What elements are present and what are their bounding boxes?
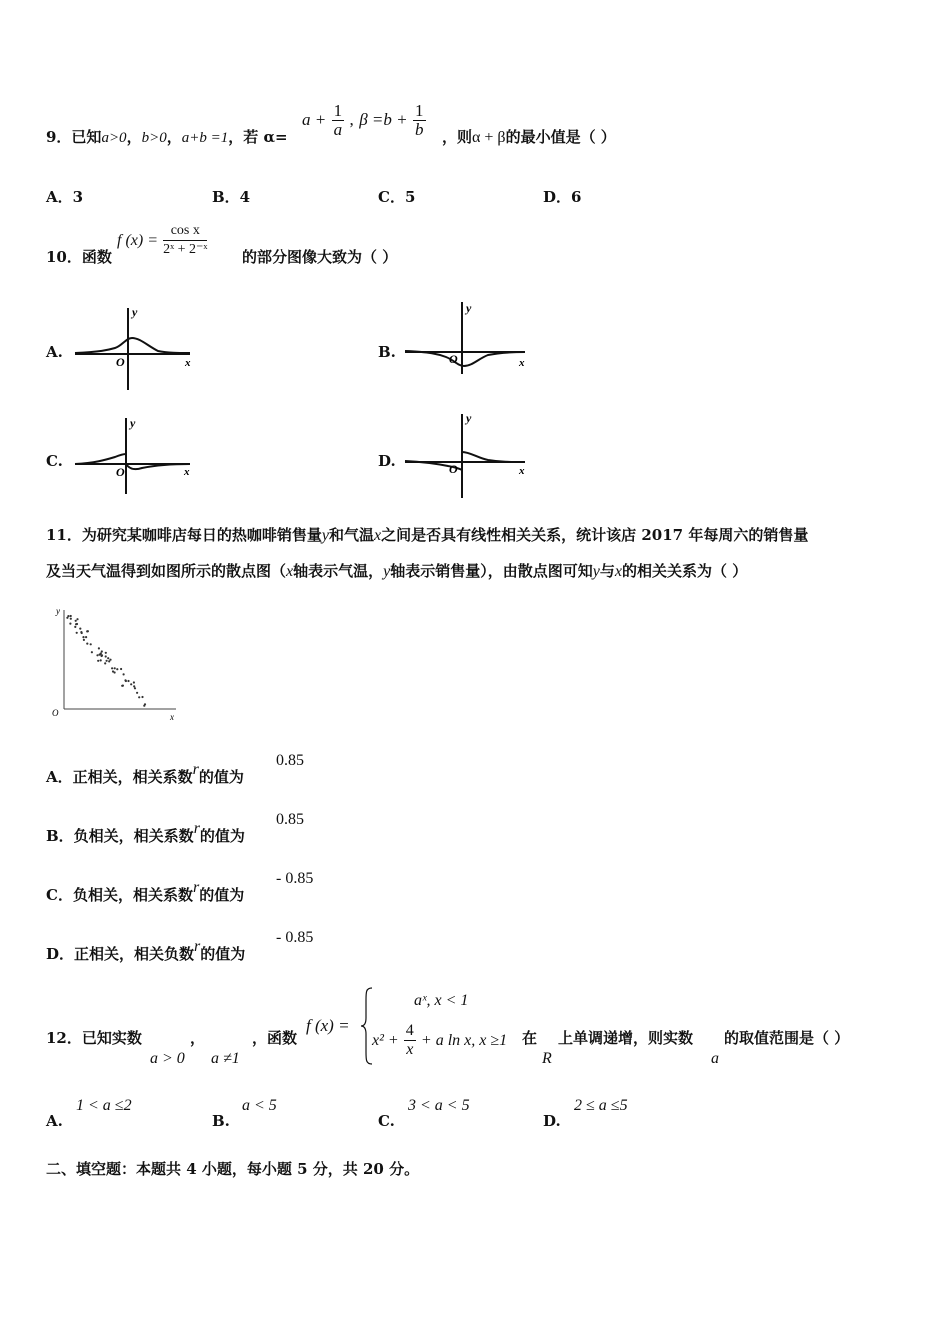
y-label: y [56,606,60,616]
q9-a-cond: a>0 [101,130,127,146]
q12-frac-num: 4 [405,1022,414,1039]
scatter-point [106,660,108,662]
q12-case2 [372,1022,507,1059]
scatter-point [76,618,78,620]
q12-option-c-expr[interactable]: 3 < a < 5 [408,1097,470,1114]
q9-option-d[interactable]: D．6 [543,188,582,206]
q12-case2-b: + a ln x, x ≥1 [420,1032,508,1049]
q9-then: ，则 [442,128,473,146]
scatter-point [127,680,129,682]
q12-frac-den: x [406,1041,414,1058]
scatter-point [100,659,102,661]
q10-option-c-label[interactable]: C. [46,452,63,470]
q12-func-text: ，函数 [252,1029,298,1047]
q9-frac-den: a [333,120,343,139]
q10-prefix: 10．函数 [46,248,112,266]
scatter-point [116,668,118,670]
q9-option-c[interactable]: C．5 [378,188,416,206]
q11-option-b[interactable] [46,820,245,846]
q12-option-c-label[interactable]: C. [378,1112,395,1130]
q9-option-b[interactable]: B．4 [212,188,251,206]
q11-option-c[interactable] [46,879,245,905]
q11-option-text: A．正相关，相关系数 [46,768,193,786]
y-label: y [132,305,138,319]
scatter-point [69,623,71,625]
scatter-point [105,652,107,654]
q12-case2-frac [404,1022,416,1059]
q9-frac-num: 1 [333,101,343,120]
scatter-point [74,626,76,628]
q11-text: 及当天气温得到如图所示的散点图（ [46,562,287,580]
q10-frac [163,222,207,259]
scatter-point [125,680,127,682]
q12-cond2: a ≠1 [211,1050,240,1067]
q9-b-cond: b>0 [141,130,167,146]
x-label: x [170,712,174,722]
q11-var-x: x [286,563,294,580]
origin-label: O [116,355,125,369]
q9-beta: β =b + [359,110,408,129]
scatter-point [86,643,88,645]
q9-frac-a [332,102,345,139]
q9-alpha-expr: a + $\frac{1}{a}$ , β =b + $\frac{1}{b}$ [302,101,424,139]
q11-option-text: B．负相关，相关系数 [46,827,194,845]
q9-prefix: 9．已知 [46,128,102,146]
scatter-point [134,687,136,689]
q12-comma: ， [190,1029,206,1047]
q10-func: f (x) = [117,232,158,249]
q11-option-d[interactable] [46,938,246,964]
q11-option-text: 的值为 [198,768,244,786]
q11-line2 [46,560,747,581]
scatter-point [107,657,109,659]
q10-formula [117,222,207,259]
q11-var-r: r [192,761,199,778]
q11-text: 11．为研究某咖啡店每日的热咖啡销售量 [46,526,322,544]
q9-frac-b [413,102,426,139]
q12-mid-text: 上单调递增，则实数 [558,1029,694,1047]
q11-option-text: 的值为 [199,827,245,845]
q12-domain: R [542,1050,552,1067]
q11-option-d-value: - 0.85 [276,929,314,946]
q9-stem [46,126,288,147]
scatter-point [99,654,101,656]
q12-var: a [711,1050,719,1067]
q10-graph-a[interactable] [70,300,200,395]
q11-var-x: x [374,527,382,544]
q10-graph-b[interactable] [400,296,535,376]
q11-var-y: y [592,563,600,580]
scatter-point [104,662,106,664]
q11-scatter-plot [48,604,183,724]
q10-den: 2ˣ + 2⁻ˣ [163,242,208,257]
q11-option-c-value: - 0.85 [276,870,314,887]
q12-option-b-label[interactable]: B. [212,1112,230,1130]
function-curve [75,338,190,353]
scatter-point [122,685,124,687]
q9-suffix: 的最小值是（ ） [505,128,616,146]
q12-func: f (x) = [306,1016,350,1035]
scatter-point [75,623,77,625]
scatter-point [70,615,72,617]
q12-in-text: 在 [522,1029,538,1047]
scatter-point [90,643,92,645]
scatter-point [76,632,78,634]
q9-option-a[interactable]: A．3 [46,188,84,206]
scatter-point [133,685,135,687]
q12-case1: aˣ, x < 1 [414,992,469,1009]
scatter-point [108,660,110,662]
x-label: x [184,466,190,478]
x-label: x [185,357,191,369]
scatter-point [101,650,103,652]
q12-option-d-expr[interactable]: 2 ≤ a ≤5 [574,1097,628,1114]
scatter-point [66,617,68,619]
q10-graph-c[interactable] [70,412,200,502]
scatter-point [83,639,85,641]
origin-label: O [449,352,458,366]
q11-option-text: C．负相关，相关系数 [46,886,193,904]
scatter-point [141,696,143,698]
scatter-point [97,660,99,662]
q11-var-y: y [383,563,391,580]
scatter-point [111,667,113,669]
q11-text: 和气温 [329,526,375,544]
scatter-point [82,636,84,638]
q11-option-b-value: 0.85 [276,811,304,828]
q11-var-r: r [194,938,201,955]
scatter-point [98,647,100,649]
q10-num: cos x [163,222,207,241]
scatter-point [136,692,138,694]
q11-option-text: D．正相关，相关负数 [46,945,195,963]
origin-label: O [449,462,458,476]
q9-sum-cond: a+b =1 [181,130,229,146]
scatter-point [130,683,132,685]
q11-text: 与 [599,562,615,580]
scatter-point [112,670,114,672]
scatter-point [80,631,82,633]
function-curve [405,351,525,366]
q11-option-text: 的值为 [199,886,245,904]
scatter-point [79,628,81,630]
x-label: x [519,465,525,477]
origin-label: O [116,465,125,479]
scatter-point [87,630,89,632]
q11-line1 [46,524,808,545]
q10-option-b-label[interactable]: B. [378,343,396,361]
scatter-point [96,654,98,656]
left-brace [361,988,372,1064]
q12-option-b-expr[interactable]: a < 5 [242,1097,277,1114]
q9-frac-num: 1 [415,101,424,120]
q11-option-a-value: 0.85 [276,752,304,769]
function-curve [75,454,190,469]
q9-comma: ， [126,128,142,146]
q12-option-a-label[interactable]: A. [46,1112,63,1130]
q12-case2-a: x² + [372,1032,399,1049]
q9-comma: ， [166,128,182,146]
q11-text: 之间是否具有线性相关关系，统计该店 2017 年每周六的销售量 [381,526,809,544]
scatter-points [66,615,146,707]
scatter-point [91,651,93,653]
y-label: y [130,416,136,430]
q9-if-text: ，若 α= [228,128,288,146]
scatter-point [114,667,116,669]
q11-text: 轴表示销售量），由散点图可知 [390,562,593,580]
q11-var-r: r [193,820,200,837]
scatter-point [75,620,77,622]
q11-var-y: y [321,527,329,544]
q12-prefix: 12．已知实数 [46,1029,142,1047]
q11-var-x: x [614,563,622,580]
q12-suffix: 的取值范围是（ ） [724,1029,850,1047]
q11-var-r: r [192,879,200,896]
q10-suffix: 的部分图像大致为（ ） [242,248,398,266]
scatter-point [120,668,122,670]
q9-tail [442,126,616,147]
q9-target: α + β [472,129,506,146]
origin-label: O [52,708,59,718]
scatter-point [143,705,145,707]
x-label: x [519,357,525,369]
scatter-point [123,673,125,675]
scatter-point [70,618,72,620]
q11-text: 的相关关系为（ ） [622,562,748,580]
q11-text: 轴表示气温， [293,562,384,580]
q9-alpha-a: a + [302,110,327,129]
scatter-point [85,636,87,638]
q10-option-a-label[interactable]: A. [46,343,63,361]
q11-option-text: 的值为 [200,945,246,963]
q10-graph-d[interactable] [400,408,535,500]
q12-option-a-expr[interactable]: 1 < a ≤2 [76,1097,132,1114]
scatter-point [133,681,135,683]
q12-option-d-label[interactable]: D. [543,1112,561,1130]
section2-title: 二、填空题：本题共 4 小题，每小题 5 分，共 20 分。 [46,1160,420,1178]
y-label: y [466,301,472,315]
q12-cond1: a > 0 [150,1050,185,1067]
q11-option-a[interactable] [46,761,244,787]
y-label: y [466,411,472,425]
scatter-point [105,655,107,657]
q9-frac-den: b [415,120,424,139]
scatter-point [138,696,140,698]
q10-option-d-label[interactable]: D. [378,452,396,470]
